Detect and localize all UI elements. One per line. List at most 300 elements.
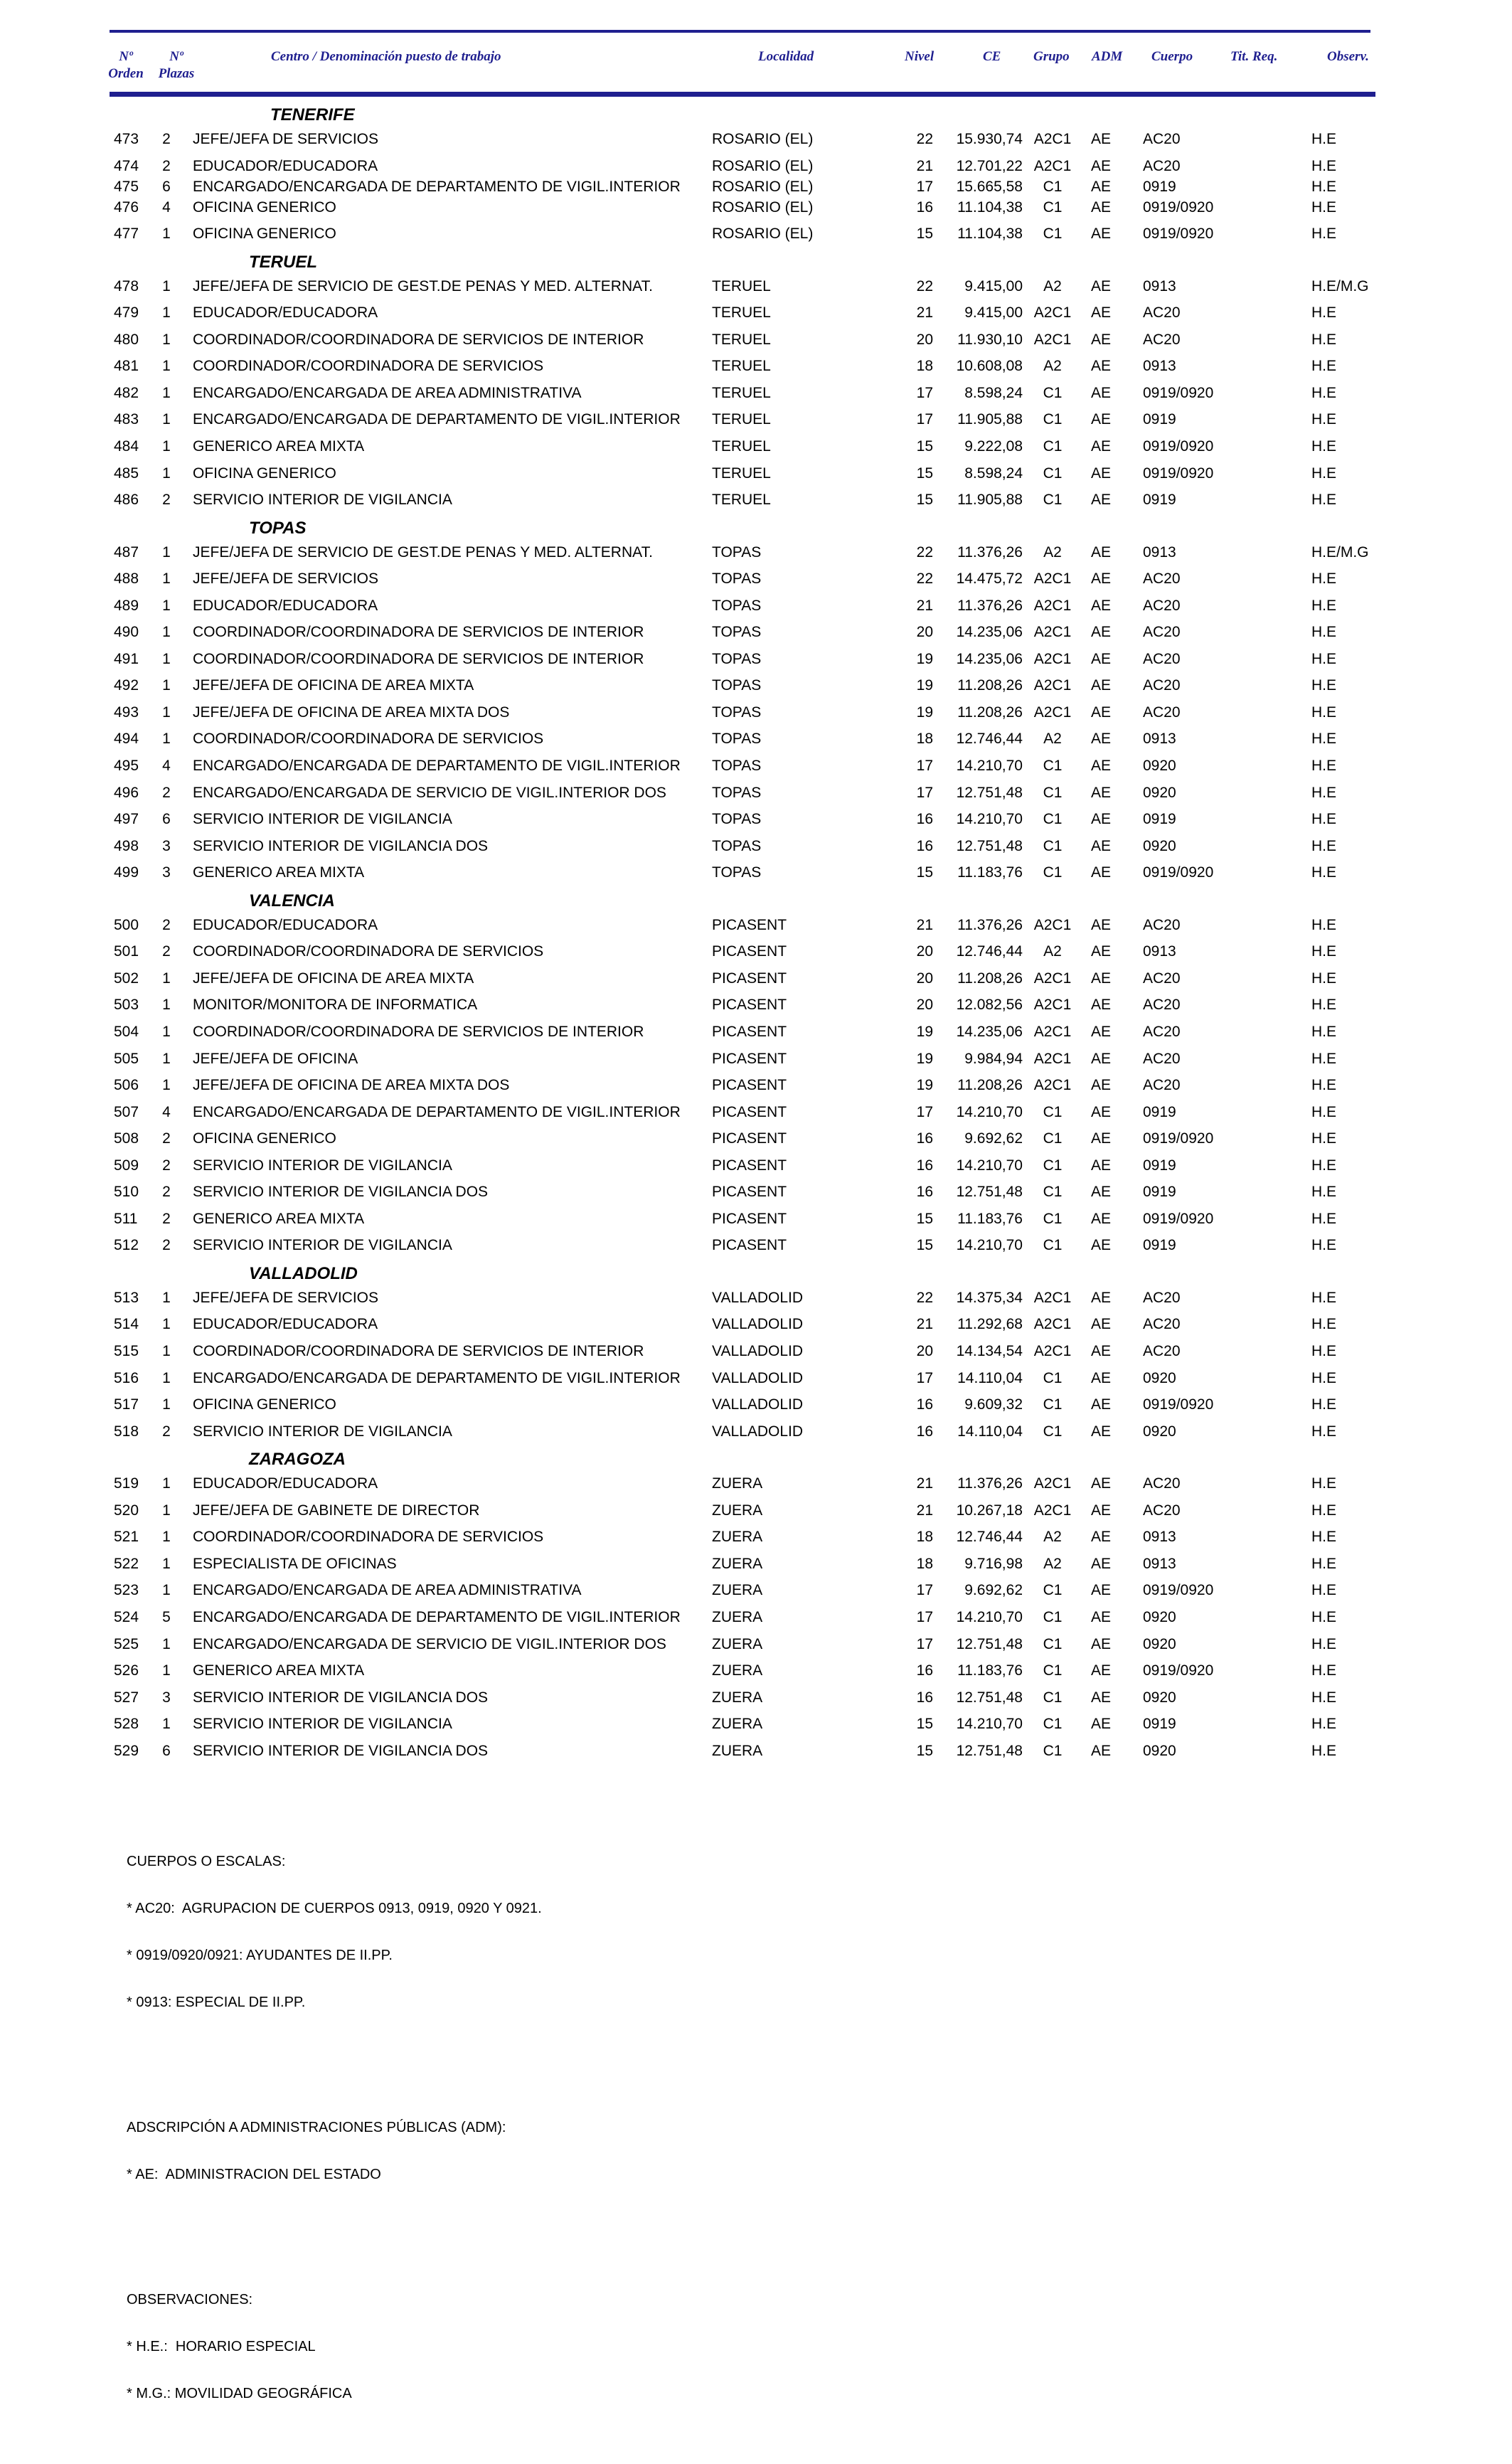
table-row xyxy=(0,176,1512,198)
plazas-cell: 1 xyxy=(162,1050,171,1067)
localidad-cell: ZUERA xyxy=(712,1716,763,1733)
observ-cell: H.E xyxy=(1311,304,1337,322)
observ-cell: H.E xyxy=(1311,464,1337,482)
adm-cell: AE xyxy=(1090,331,1111,348)
table-row xyxy=(0,1314,1512,1335)
denominacion-cell: ENCARGADO/ENCARGADA DE AREA ADMINISTRATIVA xyxy=(193,384,582,401)
ce-cell: 12.746,44 xyxy=(956,1529,1023,1546)
table-row xyxy=(0,809,1512,830)
notes-obs-item: * M.G.: MOVILIDAD GEOGRÁFICA xyxy=(127,2386,352,2401)
ce-cell: 11.208,26 xyxy=(957,703,1023,721)
localidad-cell: ZUERA xyxy=(712,1555,763,1572)
table-row xyxy=(0,1128,1512,1149)
plazas-cell: 2 xyxy=(162,1210,171,1227)
observ-cell: H.E xyxy=(1311,677,1337,694)
adm-cell: AE xyxy=(1090,1716,1111,1733)
cuerpo-cell: 0919/0920 xyxy=(1143,437,1214,455)
table-row xyxy=(0,1500,1512,1522)
nivel-cell: 22 xyxy=(916,1289,933,1306)
grupo-cell: C1 xyxy=(1043,225,1063,243)
nivel-cell: 16 xyxy=(916,1662,933,1679)
adm-cell: AE xyxy=(1090,1475,1111,1492)
notes-observaciones xyxy=(127,2261,542,2433)
localidad-cell: VALLADOLID xyxy=(712,1316,803,1333)
orden-cell: 528 xyxy=(114,1716,139,1733)
observ-cell: H.E xyxy=(1311,1077,1337,1094)
table-row xyxy=(0,223,1512,245)
orden-cell: 518 xyxy=(114,1423,139,1440)
nivel-cell: 19 xyxy=(916,677,933,694)
orden-cell: 494 xyxy=(114,731,139,748)
orden-cell: 473 xyxy=(114,131,139,147)
adm-cell: AE xyxy=(1090,731,1111,748)
plazas-cell: 1 xyxy=(162,624,171,641)
orden-cell: 500 xyxy=(114,916,139,933)
table-row xyxy=(0,1687,1512,1709)
plazas-cell: 1 xyxy=(162,1396,171,1413)
localidad-cell: TERUEL xyxy=(712,492,771,509)
nivel-cell: 17 xyxy=(916,178,933,195)
nivel-cell: 15 xyxy=(916,1237,933,1254)
observ-cell: H.E xyxy=(1311,624,1337,641)
grupo-cell: A2 xyxy=(1043,358,1062,375)
grupo-cell: A2C1 xyxy=(1033,970,1072,987)
table-row xyxy=(0,862,1512,883)
adm-cell: AE xyxy=(1090,1130,1111,1147)
denominacion-cell: SERVICIO INTERIOR DE VIGILANCIA xyxy=(193,1237,452,1254)
adm-cell: AE xyxy=(1090,157,1111,174)
table-row xyxy=(0,329,1512,351)
nivel-cell: 17 xyxy=(916,1369,933,1386)
grupo-cell: A2C1 xyxy=(1033,570,1072,588)
denominacion-cell: COORDINADOR/COORDINADORA DE SERVICIOS DE INTERIOR xyxy=(193,331,644,348)
nivel-cell: 21 xyxy=(916,1502,933,1519)
grupo-cell: A2 xyxy=(1043,1555,1062,1572)
table-row xyxy=(0,1660,1512,1682)
cuerpo-cell: 0919 xyxy=(1143,1157,1176,1174)
nivel-cell: 15 xyxy=(916,1742,933,1759)
grupo-cell: C1 xyxy=(1043,384,1063,401)
grupo-cell: C1 xyxy=(1043,1184,1063,1201)
plazas-cell: 2 xyxy=(162,1423,171,1440)
ce-cell: 11.183,76 xyxy=(957,864,1023,881)
orden-cell: 493 xyxy=(114,703,139,721)
ce-cell: 11.905,88 xyxy=(957,492,1023,509)
cuerpo-cell: 0919 xyxy=(1143,178,1176,195)
adm-cell: AE xyxy=(1090,131,1111,147)
nivel-cell: 21 xyxy=(916,1475,933,1492)
orden-cell: 485 xyxy=(114,464,139,482)
localidad-cell: TERUEL xyxy=(712,411,771,428)
plazas-cell: 2 xyxy=(162,1130,171,1147)
ce-cell: 14.210,70 xyxy=(956,1608,1023,1625)
denominacion-cell: ENCARGADO/ENCARGADA DE DEPARTAMENTO DE VIGIL.INTERIOR xyxy=(193,1369,681,1386)
observ-cell: H.E xyxy=(1311,703,1337,721)
cuerpo-cell: AC20 xyxy=(1143,703,1181,721)
nivel-cell: 18 xyxy=(916,358,933,375)
nivel-cell: 17 xyxy=(916,1582,933,1599)
adm-cell: AE xyxy=(1090,1369,1111,1386)
grupo-cell: A2C1 xyxy=(1033,304,1072,322)
ce-cell: 8.598,24 xyxy=(964,384,1023,401)
localidad-cell: TOPAS xyxy=(712,597,762,614)
footnotes xyxy=(127,1791,542,2464)
grupo-cell: C1 xyxy=(1043,1210,1063,1227)
table-row xyxy=(0,728,1512,750)
ce-cell: 12.751,48 xyxy=(956,1689,1023,1706)
orden-cell: 489 xyxy=(114,597,139,614)
cuerpo-cell: AC20 xyxy=(1143,970,1181,987)
grupo-cell: C1 xyxy=(1043,1423,1063,1440)
denominacion-cell: COORDINADOR/COORDINADORA DE SERVICIOS DE INTERIOR xyxy=(193,1343,644,1359)
col-titreq-header: Tit. Req. xyxy=(1230,49,1278,64)
table-row xyxy=(0,836,1512,857)
localidad-cell: TOPAS xyxy=(712,703,762,721)
observ-cell: H.E xyxy=(1311,1608,1337,1625)
localidad-cell: VALLADOLID xyxy=(712,1423,803,1440)
adm-cell: AE xyxy=(1090,1396,1111,1413)
table-row xyxy=(0,463,1512,484)
orden-cell: 481 xyxy=(114,358,139,375)
orden-cell: 478 xyxy=(114,277,139,294)
localidad-cell: TOPAS xyxy=(712,758,762,774)
adm-cell: AE xyxy=(1090,1529,1111,1546)
table-row xyxy=(0,675,1512,696)
plazas-cell: 1 xyxy=(162,358,171,375)
orden-cell: 507 xyxy=(114,1103,139,1120)
plazas-cell: 1 xyxy=(162,1369,171,1386)
ce-cell: 14.210,70 xyxy=(956,1237,1023,1254)
table-row xyxy=(0,1075,1512,1096)
plazas-cell: 1 xyxy=(162,277,171,294)
observ-cell: H.E xyxy=(1311,1396,1337,1413)
nivel-cell: 20 xyxy=(916,331,933,348)
col-orden-header-line2: Orden xyxy=(108,66,144,81)
cuerpo-cell: 0919/0920 xyxy=(1143,864,1214,881)
cuerpo-cell: AC20 xyxy=(1143,1316,1181,1333)
adm-cell: AE xyxy=(1090,543,1111,561)
nivel-cell: 21 xyxy=(916,916,933,933)
adm-cell: AE xyxy=(1090,1210,1111,1227)
observ-cell: H.E xyxy=(1311,1502,1337,1519)
localidad-cell: PICASENT xyxy=(712,1077,787,1094)
grupo-cell: C1 xyxy=(1043,492,1063,509)
table-row xyxy=(0,409,1512,430)
section-heading: TOPAS xyxy=(249,518,307,538)
observ-cell: H.E xyxy=(1311,1316,1337,1333)
adm-cell: AE xyxy=(1090,1635,1111,1652)
cuerpo-cell: 0919/0920 xyxy=(1143,1582,1214,1599)
grupo-cell: A2 xyxy=(1043,943,1062,960)
plazas-cell: 6 xyxy=(162,1742,171,1759)
orden-cell: 474 xyxy=(114,157,139,174)
observ-cell: H.E xyxy=(1311,1689,1337,1706)
denominacion-cell: SERVICIO INTERIOR DE VIGILANCIA DOS xyxy=(193,1689,489,1706)
cuerpo-cell: 0913 xyxy=(1143,358,1176,375)
observ-cell: H.E xyxy=(1311,1369,1337,1386)
table-row xyxy=(0,1394,1512,1416)
orden-cell: 496 xyxy=(114,784,139,801)
nivel-cell: 22 xyxy=(916,543,933,561)
grupo-cell: C1 xyxy=(1043,1608,1063,1625)
col-observ-header: Observ. xyxy=(1327,49,1369,64)
grupo-cell: A2C1 xyxy=(1033,677,1072,694)
denominacion-cell: EDUCADOR/EDUCADORA xyxy=(193,597,378,614)
grupo-cell: C1 xyxy=(1043,1103,1063,1120)
section-heading: TERUEL xyxy=(249,252,317,272)
localidad-cell: ROSARIO (EL) xyxy=(712,178,814,195)
grupo-cell: C1 xyxy=(1043,1237,1063,1254)
observ-cell: H.E xyxy=(1311,784,1337,801)
observ-cell: H.E xyxy=(1311,411,1337,428)
cuerpo-cell: 0919 xyxy=(1143,411,1176,428)
ce-cell: 14.235,06 xyxy=(956,1023,1023,1040)
plazas-cell: 3 xyxy=(162,1689,171,1706)
ce-cell: 11.905,88 xyxy=(957,411,1023,428)
cuerpo-cell: 0913 xyxy=(1143,1555,1176,1572)
observ-cell: H.E xyxy=(1311,1555,1337,1572)
col-centro-header: Centro / Denominación puesto de trabajo xyxy=(271,49,501,64)
denominacion-cell: OFICINA GENERICO xyxy=(193,225,336,243)
denominacion-cell: JEFE/JEFA DE OFICINA DE AREA MIXTA xyxy=(193,970,474,987)
denominacion-cell: GENERICO AREA MIXTA xyxy=(193,1210,365,1227)
grupo-cell: C1 xyxy=(1043,464,1063,482)
ce-cell: 10.267,18 xyxy=(956,1502,1023,1519)
adm-cell: AE xyxy=(1090,1555,1111,1572)
grupo-cell: C1 xyxy=(1043,198,1063,216)
grupo-cell: C1 xyxy=(1043,1582,1063,1599)
nivel-cell: 15 xyxy=(916,437,933,455)
nivel-cell: 15 xyxy=(916,464,933,482)
denominacion-cell: MONITOR/MONITORA DE INFORMATICA xyxy=(193,997,478,1014)
table-row xyxy=(0,755,1512,777)
observ-cell: H.E xyxy=(1311,1237,1337,1254)
nivel-cell: 21 xyxy=(916,597,933,614)
adm-cell: AE xyxy=(1090,304,1111,322)
plazas-cell: 1 xyxy=(162,597,171,614)
nivel-cell: 17 xyxy=(916,758,933,774)
localidad-cell: TERUEL xyxy=(712,331,771,348)
notes-cuerpos-item: * 0913: ESPECIAL DE II.PP. xyxy=(127,1995,306,2010)
section-heading: VALENCIA xyxy=(249,891,335,910)
cuerpo-cell: 0919 xyxy=(1143,811,1176,828)
ce-cell: 14.134,54 xyxy=(956,1343,1023,1359)
plazas-cell: 2 xyxy=(162,943,171,960)
grupo-cell: C1 xyxy=(1043,178,1063,195)
cuerpo-cell: 0913 xyxy=(1143,943,1176,960)
denominacion-cell: EDUCADOR/EDUCADORA xyxy=(193,157,378,174)
observ-cell: H.E xyxy=(1311,943,1337,960)
observ-cell: H.E xyxy=(1311,811,1337,828)
nivel-cell: 20 xyxy=(916,943,933,960)
ce-cell: 14.210,70 xyxy=(956,758,1023,774)
localidad-cell: PICASENT xyxy=(712,1157,787,1174)
table-row xyxy=(0,994,1512,1016)
notes-cuerpos-item: * 0919/0920/0921: AYUDANTES DE II.PP. xyxy=(127,1948,393,1963)
orden-cell: 482 xyxy=(114,384,139,401)
denominacion-cell: OFICINA GENERICO xyxy=(193,1396,336,1413)
observ-cell: H.E xyxy=(1311,570,1337,588)
denominacion-cell: ENCARGADO/ENCARGADA DE DEPARTAMENTO DE VIGIL.INTERIOR xyxy=(193,1608,681,1625)
plazas-cell: 1 xyxy=(162,1077,171,1094)
ce-cell: 11.376,26 xyxy=(957,543,1023,561)
adm-cell: AE xyxy=(1090,1423,1111,1440)
plazas-cell: 1 xyxy=(162,677,171,694)
nivel-cell: 17 xyxy=(916,411,933,428)
adm-cell: AE xyxy=(1090,1237,1111,1254)
table-row xyxy=(0,1421,1512,1443)
ce-cell: 14.110,04 xyxy=(957,1423,1023,1440)
table-row xyxy=(0,702,1512,723)
adm-cell: AE xyxy=(1090,1608,1111,1625)
plazas-cell: 1 xyxy=(162,1662,171,1679)
observ-cell: H.E xyxy=(1311,1130,1337,1147)
plazas-cell: 1 xyxy=(162,1343,171,1359)
adm-cell: AE xyxy=(1090,1103,1111,1120)
denominacion-cell: JEFE/JEFA DE SERVICIOS xyxy=(193,570,379,588)
localidad-cell: ZUERA xyxy=(712,1529,763,1546)
cuerpo-cell: 0920 xyxy=(1143,837,1176,854)
adm-cell: AE xyxy=(1090,597,1111,614)
table-row xyxy=(0,915,1512,936)
table-row xyxy=(0,941,1512,962)
cuerpo-cell: AC20 xyxy=(1143,304,1181,322)
ce-cell: 12.751,48 xyxy=(956,1184,1023,1201)
localidad-cell: PICASENT xyxy=(712,970,787,987)
denominacion-cell: COORDINADOR/COORDINADORA DE SERVICIOS DE INTERIOR xyxy=(193,624,644,641)
observ-cell: H.E xyxy=(1311,1050,1337,1067)
nivel-cell: 16 xyxy=(916,1396,933,1413)
orden-cell: 476 xyxy=(114,198,139,216)
localidad-cell: ROSARIO (EL) xyxy=(712,157,814,174)
cuerpo-cell: 0919/0920 xyxy=(1143,1396,1214,1413)
ce-cell: 12.082,56 xyxy=(956,997,1023,1014)
cuerpo-cell: AC20 xyxy=(1143,650,1181,667)
grupo-cell: A2 xyxy=(1043,543,1062,561)
plazas-cell: 1 xyxy=(162,570,171,588)
col-ce-header: CE xyxy=(983,49,1001,64)
ce-cell: 12.751,48 xyxy=(956,784,1023,801)
cuerpo-cell: 0920 xyxy=(1143,1689,1176,1706)
localidad-cell: PICASENT xyxy=(712,1023,787,1040)
grupo-cell: C1 xyxy=(1043,1396,1063,1413)
observ-cell: H.E xyxy=(1311,1210,1337,1227)
grupo-cell: C1 xyxy=(1043,864,1063,881)
ce-cell: 15.665,58 xyxy=(956,178,1023,195)
table-row xyxy=(0,129,1512,150)
adm-cell: AE xyxy=(1090,225,1111,243)
table-row xyxy=(0,968,1512,989)
orden-cell: 529 xyxy=(114,1742,139,1759)
localidad-cell: VALLADOLID xyxy=(712,1396,803,1413)
orden-cell: 484 xyxy=(114,437,139,455)
denominacion-cell: SERVICIO INTERIOR DE VIGILANCIA DOS xyxy=(193,1184,489,1201)
adm-cell: AE xyxy=(1090,277,1111,294)
nivel-cell: 18 xyxy=(916,731,933,748)
grupo-cell: C1 xyxy=(1043,437,1063,455)
ce-cell: 11.208,26 xyxy=(957,677,1023,694)
denominacion-cell: JEFE/JEFA DE GABINETE DE DIRECTOR xyxy=(193,1502,480,1519)
cuerpo-cell: AC20 xyxy=(1143,131,1181,147)
plazas-cell: 4 xyxy=(162,758,171,774)
section-heading: ZARAGOZA xyxy=(249,1450,346,1470)
nivel-cell: 20 xyxy=(916,1343,933,1359)
localidad-cell: TOPAS xyxy=(712,837,762,854)
ce-cell: 11.376,26 xyxy=(957,1475,1023,1492)
nivel-cell: 21 xyxy=(916,304,933,322)
localidad-cell: VALLADOLID xyxy=(712,1369,803,1386)
table-row xyxy=(0,1181,1512,1203)
plazas-cell: 1 xyxy=(162,1502,171,1519)
cuerpo-cell: AC20 xyxy=(1143,1502,1181,1519)
denominacion-cell: COORDINADOR/COORDINADORA DE SERVICIOS DE INTERIOR xyxy=(193,650,644,667)
nivel-cell: 17 xyxy=(916,784,933,801)
cuerpo-cell: AC20 xyxy=(1143,1023,1181,1040)
observ-cell: H.E xyxy=(1311,1343,1337,1359)
localidad-cell: ROSARIO (EL) xyxy=(712,198,814,216)
ce-cell: 10.608,08 xyxy=(956,358,1023,375)
denominacion-cell: JEFE/JEFA DE SERVICIOS xyxy=(193,131,379,147)
nivel-cell: 20 xyxy=(916,970,933,987)
localidad-cell: TOPAS xyxy=(712,543,762,561)
nivel-cell: 20 xyxy=(916,997,933,1014)
denominacion-cell: JEFE/JEFA DE OFICINA DE AREA MIXTA DOS xyxy=(193,703,510,721)
orden-cell: 479 xyxy=(114,304,139,322)
denominacion-cell: COORDINADOR/COORDINADORA DE SERVICIOS xyxy=(193,731,544,748)
orden-cell: 512 xyxy=(114,1237,139,1254)
observ-cell: H.E xyxy=(1311,970,1337,987)
adm-cell: AE xyxy=(1090,650,1111,667)
table-row xyxy=(0,1341,1512,1362)
table-row xyxy=(0,1368,1512,1389)
grupo-cell: A2C1 xyxy=(1033,331,1072,348)
cuerpo-cell: 0919 xyxy=(1143,1184,1176,1201)
localidad-cell: TERUEL xyxy=(712,464,771,482)
orden-cell: 506 xyxy=(114,1077,139,1094)
denominacion-cell: JEFE/JEFA DE OFICINA xyxy=(193,1050,358,1067)
grupo-cell: A2 xyxy=(1043,277,1062,294)
orden-cell: 487 xyxy=(114,543,139,561)
observ-cell: H.E xyxy=(1311,837,1337,854)
nivel-cell: 19 xyxy=(916,1023,933,1040)
notes-adm xyxy=(127,2088,542,2214)
plazas-cell: 2 xyxy=(162,157,171,174)
denominacion-cell: OFICINA GENERICO xyxy=(193,1130,336,1147)
table-row xyxy=(0,542,1512,563)
nivel-cell: 15 xyxy=(916,864,933,881)
nivel-cell: 16 xyxy=(916,811,933,828)
grupo-cell: A2C1 xyxy=(1033,157,1072,174)
plazas-cell: 1 xyxy=(162,331,171,348)
table-row xyxy=(0,1554,1512,1575)
ce-cell: 11.376,26 xyxy=(957,597,1023,614)
denominacion-cell: COORDINADOR/COORDINADORA DE SERVICIOS xyxy=(193,1529,544,1546)
ce-cell: 11.208,26 xyxy=(957,1077,1023,1094)
ce-cell: 12.701,22 xyxy=(956,157,1023,174)
ce-cell: 14.375,34 xyxy=(956,1289,1023,1306)
localidad-cell: TOPAS xyxy=(712,811,762,828)
denominacion-cell: ESPECIALISTA DE OFICINAS xyxy=(193,1555,397,1572)
table-row xyxy=(0,156,1512,177)
plazas-cell: 2 xyxy=(162,916,171,933)
localidad-cell: ROSARIO (EL) xyxy=(712,225,814,243)
grupo-cell: A2C1 xyxy=(1033,1050,1072,1067)
plazas-cell: 1 xyxy=(162,1316,171,1333)
plazas-cell: 1 xyxy=(162,1716,171,1733)
denominacion-cell: EDUCADOR/EDUCADORA xyxy=(193,916,378,933)
nivel-cell: 22 xyxy=(916,277,933,294)
orden-cell: 495 xyxy=(114,758,139,774)
